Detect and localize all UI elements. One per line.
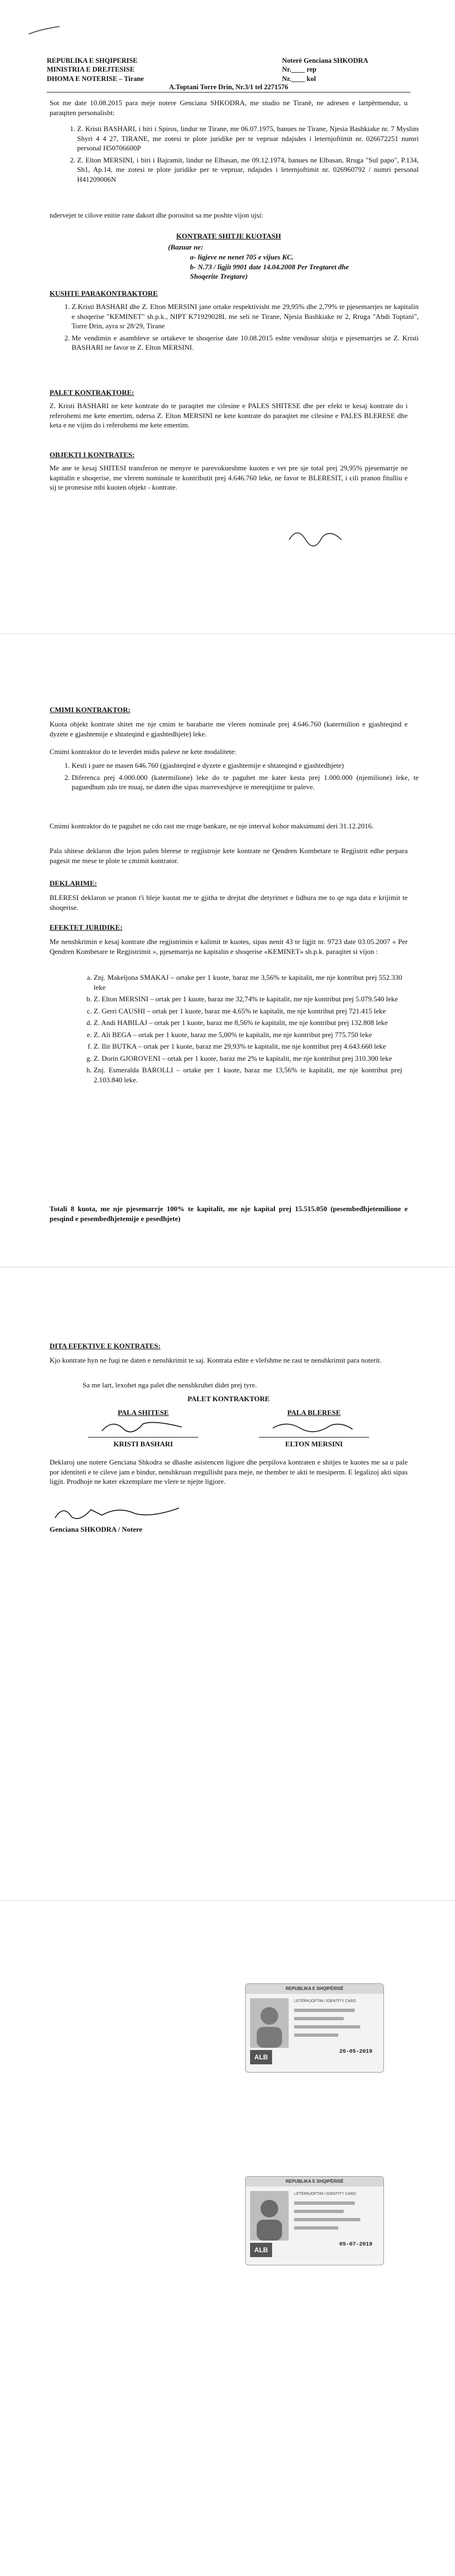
header-divider <box>47 92 410 93</box>
seller-signature <box>99 1417 187 1436</box>
header-republic: REPUBLIKA E SHQIPERISE <box>47 57 138 64</box>
request-line: ndervejet te cilove enitie rane dakort dhe porositot sa me poshte vijon ujsi: <box>50 211 263 219</box>
condition-item: 1. Z.Kristi BASHARI dhe Z. Elton MERSINI jane ortake respektivisht me 29,95% dhe 2,79% te pjesemarrjes ne kapitalin e shoqerise "KEMINET" sh.p.k., NIPT K71929028L me seli ne Tirane, Njesia Bashkiake nr 2, Rruga "Abdi Toptani", Torre Drin, ayra sr 28/29, Tirane <box>72 302 419 331</box>
basis-list <box>190 252 366 281</box>
header-chamber: DHOMA E NOTERISE – Tirane <box>47 74 144 83</box>
id-photo <box>250 2191 289 2241</box>
parties-text: Z. Kristi BASHARI ne kete kontrate do te paraqitet me cilesine e PALES SHITESE dhe per efekt te kesaj kontrate do i referohemi me kete emertim, ndersa Z. Elton MERSINI ne kete kontrate do paraqitet me cilesine e PALES BLERESE dhe keta e ne vijim do i referohemi me kete emertim. <box>50 402 408 430</box>
basis-a: a- ligjeve ne nenet 705 e vijues KC. <box>190 253 294 261</box>
buyer-label: PALA BLERESE <box>287 1408 341 1417</box>
id-card-doc-type: LETËRNJOFTIM / IDENTITY CARD <box>294 2192 356 2196</box>
capital-total: Totali 8 kuota, me nje pjesemarrje 100% te kapitalit, me nje kapital prej 15.515.050 (pesembedhjetemilione e pesqind e pesembedhjetemije e pesedhjete) <box>50 1205 408 1223</box>
country-code-badge: ALB <box>250 2050 272 2064</box>
price-modalities: Cmimi kontraktor do te leverdet midis paleve ne kete modalitete: <box>50 747 236 756</box>
seller-name: KRISTI BASHARI <box>113 1440 173 1448</box>
notary-declaration: Deklaroj une notere Genciana Shkodra se dhashe asistencen ligjore dhe perpilova kontraten e shitjes te kuotes me sa u pale por identiteti e te cileve jam e bindur, nenshkruan rregullisht para meje, ne thember te akti te mesiperm. E legalizoj akti sipas ligjit. Prodhoje ne kater ekzemplare me vlere te njejte ligjore. <box>50 1458 408 1486</box>
page-2 <box>0 633 455 1267</box>
registration-consent: Pala shitese deklaron dhe lejon palen blerese te regjistroje kete kontrate ne Qendren Kombetare te Regjistrit edhe perpara pagesit me mese te plote te cmimit kontrator. <box>50 847 408 865</box>
id-field <box>294 2033 338 2037</box>
price-text: Kuota objekt kontrate shitet me nje cmim te barabarte me vleren nominale prej 4.646.760 (katermilion e gjashteqind e dyzete e gjashtemije e shtateqind e gjashtedhjete) leke. <box>50 720 408 738</box>
parties-list <box>66 124 419 186</box>
id-field <box>294 2210 344 2213</box>
country-code-badge: ALB <box>250 2243 272 2257</box>
installment-item: 1. Kesti i pare ne masen 646.760 (gjashteqind e dyzete e gjashtemije e shtateqind e gjashtedhjete) <box>72 761 419 771</box>
id-field <box>294 2009 355 2012</box>
notary-address: A.Toptani Torre Drin, Nr.3/1 tel 2271576 <box>169 83 289 91</box>
notary-signature-label: Genciana SHKODRA / Notere <box>50 1525 143 1533</box>
header-left <box>47 56 201 83</box>
object-text: Me ane te kesaj SHITESI transferon ne menyre te parevokueshme kuoten e vet pre sje total prej 29,95% pjesemarrje ne kapitalin e shoqerise, me vlerem nominale te kontributit prej 4.646.760 leke, ne favor te BLERESIT, i cili pranon fitulliu e sij te pronesise mbi kuoten objekt - kontrate. <box>50 464 408 492</box>
conditions-heading: KUSHTE PARAKONTRAKTORE <box>50 289 158 297</box>
id-expiry-date: 05-07-2019 <box>339 2242 373 2248</box>
page-4 <box>0 1900 455 2576</box>
id-card-buyer <box>245 2176 384 2265</box>
notary-name: Noterë Genciana SHKODRA <box>282 57 369 64</box>
effective-date-heading: DITA EFEKTIVE E KONTRATES: <box>50 1342 161 1350</box>
shareholder-item: f. Z. Ilir BUTKA – ortak per 1 kuote, baraz me 29,93% te kapitalit, me nje kontribut prej 4.643.660 leke <box>94 1042 402 1051</box>
party-buyer: 2. Z. Elton MERSINI, i biri i Bajramit, lindur ne Elbasan, me 09.12.1974, banues ne Elbasan, Rruga "Sul papo", P.134, Sh1, Ap.14, me zotesi te plote juridike per te vepruar, ndajsdes i leternjoftimit nr. 026960792 / numri personal H41209006N <box>77 155 419 185</box>
legal-effects-heading: EFEKTET JURIDIKE: <box>50 923 123 931</box>
intro-paragraph: Sot me date 10.08.2015 para meje notere Genciana SHKODRA, me studio ne Tiranë, ne adresen e lartpërmendur, u paraqiten personalisht: <box>50 99 408 117</box>
id-expiry-date: 26-05-2019 <box>339 2049 373 2055</box>
id-card-seller <box>245 1983 384 2073</box>
contract-title: KONTRATE SHITJE KUOTASH <box>176 232 281 240</box>
condition-item: 2. Me vendimin e asambleve se ortakeve te shoqerise date 10.08.2015 eshte vendosur shitja e pjesemarrjes se Z. Kristi BASHARI ne favor te Z. Elton MERSINI. <box>72 333 419 352</box>
buyer-name: ELTON MERSINI <box>285 1440 343 1448</box>
basis-b: b- N.73 / ligjit 9901 date 14.04.2008 Per Tregtaret dhe Shoqerite Tregtare) <box>190 262 349 281</box>
notary-signature <box>52 1501 185 1523</box>
id-card-country: REPUBLIKA E SHQIPËRISË <box>246 2177 383 2187</box>
handwritten-mark <box>28 22 61 39</box>
signature-initials <box>286 523 353 551</box>
buyer-signature <box>270 1417 358 1436</box>
parties-heading: PALET KONTRAKTORE: <box>50 388 134 397</box>
legal-effects-text: Me nenshkrimin e kesaj kontrate dhe regjistrimin e kalimit te kuotes, sipas nenit 43 te ligjit nr. 9723 date 03.05.2007 « Per Qendren Kombetare te Regjistrimit », pjesemarrja ne kapitalin e shoqerise «KEMINET» sh.p.k. paraqitet si vijon : <box>50 937 408 956</box>
id-field <box>294 2025 360 2029</box>
shareholder-item: c. Z. Gerri CAUSHI – ortak per 1 kuote, baraz me 4,65% te kapitalit, me nje kontribut prej 721.415 leke <box>94 1006 402 1016</box>
id-field <box>294 2226 338 2230</box>
installment-item: 2. Diferenca prej 4.000.000 (katermilione) leke do te paguhet me kater kesta prej 1.000.000 (njemilione) leke, te paguedhum zdo tre muaj, ne daten dhe sipas marreveshjeve te mereqitjime te paleve. <box>72 773 419 792</box>
shareholder-list <box>83 973 402 1087</box>
kol-number: Nr.____ kol <box>282 74 316 83</box>
price-installments <box>61 761 419 794</box>
seller-label: PALA SHITESE <box>117 1408 169 1417</box>
rep-number: Nr.____ rep <box>282 66 317 74</box>
basis-label: (Bazuar ne: <box>168 243 203 251</box>
payment-terms: Cmimi kontraktor do te paguhet ne cdo rast me rruge bankare, ne nje interval kohor maksimumi deri 31.12.2016. <box>50 822 374 830</box>
header-right <box>282 56 420 83</box>
id-field <box>294 2201 355 2205</box>
page-3 <box>0 1267 455 1901</box>
shareholder-item: d. Z. Andi HABILAJ – ortak per 1 kuote, baraz me 8,56% te kapitalit, me nje kontribut prej 132.808 leke <box>94 1018 402 1028</box>
object-heading: OBJEKTI I KONTRATES: <box>50 451 135 459</box>
header-ministry: MINISTRIA E DREJTESISE <box>47 66 135 74</box>
declarations-text: BLERESI deklaron se pranon t'i bleje kuotat me te gjitha te drejtat dhe detyrimet e lidhura me to qe nga data e krijimit te shoqerise. <box>50 893 408 912</box>
buyer-line <box>259 1437 369 1438</box>
shareholder-item: g. Z. Dorin GJOROVENI – ortak per 1 kuote, baraz me 2% te kapitalit, me nje kontribut prej 310.300 leke <box>94 1054 402 1064</box>
id-card-doc-type: LETËRNJOFTIM / IDENTITY CARD <box>294 1999 356 2003</box>
declarations-heading: DEKLARIME: <box>50 879 97 887</box>
price-heading: CMIMI KONTRAKTOR: <box>50 706 131 714</box>
id-photo <box>250 1998 289 2048</box>
shareholder-item: h. Znj. Esmeralda BAROLLI – ortake per 1 kuote, baraz me 13,56% te kapitalit, me nje kontribut prej 2.103.840 leke. <box>94 1065 402 1084</box>
party-seller: 1. Z. Kristi BASHARI, i biri i Spiros, lindur ne Tirane, me 06.07.1975, banues ne Tirane, Njesia Bashkiake nr. 7 Myslim Shyri 4 4 27, TIRANE, me zotesi te plote juridike per te vepruar ndajsdes i leternjoftimit nr. 026672251 numri personal H50706600P <box>77 124 419 153</box>
id-field <box>294 2017 344 2020</box>
effective-date-text: Kjo kontrate hyn ne fuqi ne daten e nenshkrimit te saj. Kontrata eshte e vlefshme ne rast te nenshkrimit para noterit. <box>50 1356 382 1364</box>
shareholder-item: b. Z. Elton MERSINI – ortak per 1 kuote, baraz me 32,74% te kapitalit, me nje kontribut prej 5.079.540 leke <box>94 994 402 1004</box>
shareholder-item: a. Znj. Makeljona SMAKAJ – ortake per 1 kuote, baraz me 3,56% te kapitalit, me nje kontribut prej 552.330 leke <box>94 973 402 992</box>
page-1 <box>0 0 455 633</box>
id-card-country: REPUBLIKA E SHQIPËRISË <box>246 1984 383 1994</box>
seller-line <box>88 1437 198 1438</box>
signatories-heading: PALET KONTRAKTORE <box>187 1395 270 1403</box>
id-field <box>294 2218 360 2221</box>
read-signed-text: Sa me lart, lexohet nga palet dhe nenshkruhet didet prej tyre. <box>83 1381 257 1389</box>
conditions-list <box>61 302 419 355</box>
shareholder-item: e. Z. Ali BEGA – ortak per 1 kuote, baraz me 5,00% te kapitalit, me nje kontribut prej 775.750 leke <box>94 1030 402 1040</box>
